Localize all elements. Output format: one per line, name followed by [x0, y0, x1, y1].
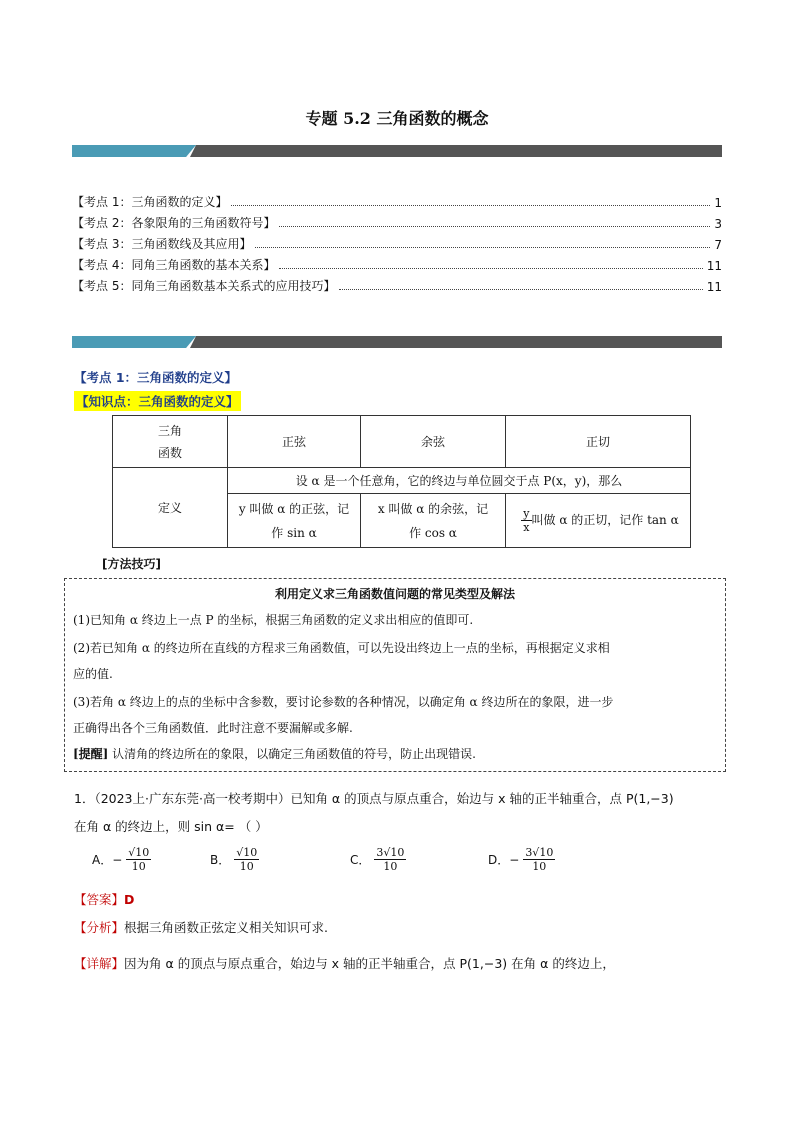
- option-a[interactable]: A． − $\frac{√10}{10}$: [92, 846, 150, 873]
- knowledge-heading: 【知识点：三角函数的定义】: [74, 391, 241, 411]
- method-item-cont: 正确得出各个三角函数值．此时注意不要漏解或多解.: [73, 721, 353, 735]
- toc-item[interactable]: [72, 211, 722, 231]
- toc-item-label: 【考点 3：三角函数线及其应用】: [72, 237, 252, 251]
- section-heading: 【考点 1：三角函数的定义】: [74, 370, 238, 385]
- method-item: (2)若已知角 α 的终边所在直线的方程求三角函数值，可以先设出终边上一点的坐标，再根据定义求相: [73, 641, 610, 655]
- table-cell: 设 α 是一个任意角，它的终边与单位圆交于点 P(x，y)，那么: [228, 468, 691, 494]
- toc-item-page: 3: [714, 217, 722, 231]
- toc-item-page: 7: [714, 238, 722, 252]
- toc-item-label: 【考点 4：同角三角函数的基本关系】: [72, 258, 276, 272]
- analysis-line: 【分析】根据三角函数正弦定义相关知识可求.: [74, 920, 328, 935]
- section-divider-bar: [72, 336, 722, 348]
- toc-item-label: 【考点 2：各象限角的三角函数符号】: [72, 216, 276, 230]
- toc-item-page: 11: [706, 259, 722, 273]
- definition-table: [112, 415, 691, 548]
- toc-item[interactable]: [72, 274, 722, 294]
- detail-line: 【详解】因为角 α 的顶点与原点重合，始边与 x 轴的正半轴重合，点 P(1,−3) 在角 α 的终边上，: [74, 956, 615, 971]
- toc-item-label: 【考点 5：同角三角函数基本关系式的应用技巧】: [72, 279, 336, 293]
- option-b[interactable]: B． $\frac{√10}{10}$: [210, 846, 258, 873]
- toc-item-page: 11: [706, 280, 722, 294]
- toc-item-label: 【考点 1：三角函数的定义】: [72, 195, 228, 209]
- method-item: (1)已知角 α 终边上一点 P 的坐标，根据三角函数的定义求出相应的值即可.: [73, 613, 474, 627]
- table-header-cell: 正切: [506, 416, 691, 468]
- answer-line: 【答案】D: [74, 892, 135, 907]
- toc-item-page: 1: [714, 196, 722, 210]
- question: 1．（2023上·广东东莞·高一校考期中）已知角 α 的顶点与原点重合，始边与 x 轴的正半轴重合，点 P(1,−3) 在角 α 的终边上，则 sin α= （ ）: [74, 791, 674, 834]
- method-label: [方法技巧]: [102, 557, 161, 571]
- toc-item[interactable]: [72, 190, 722, 210]
- toc-item[interactable]: [72, 253, 722, 273]
- table-cell: x 叫做 α 的余弦，记 作 cos α: [361, 494, 506, 548]
- method-item: (3)若角 α 终边上的点的坐标中含参数，要讨论参数的各种情况，以确定角 α 终边所在的象限，进一步: [73, 695, 614, 709]
- option-d[interactable]: D． − $\frac{3√10}{10}$: [488, 846, 554, 873]
- method-heading: 利用定义求三角函数值问题的常见类型及解法: [274, 587, 515, 601]
- method-tip: [提醒] 认清角的终边所在的象限，以确定三角函数值的符号，防止出现错误.: [73, 747, 476, 761]
- toc-item[interactable]: [72, 232, 722, 252]
- page-title: 专题 5.2 三角函数的概念: [305, 109, 489, 128]
- table-row-label: 定义: [113, 468, 228, 548]
- table-cell: $\frac{y}{x}$ 叫做 α 的正切，记作 tan α: [506, 494, 691, 548]
- table-header-cell: 余弦: [361, 416, 506, 468]
- option-c[interactable]: C． $\frac{3√10}{10}$: [350, 846, 405, 873]
- table-header-cell: 正弦: [228, 416, 361, 468]
- table-header-cell: 三角 函数: [113, 416, 228, 468]
- table-cell: y 叫做 α 的正弦，记 作 sin α: [228, 494, 361, 548]
- header-divider-bar: [72, 145, 722, 157]
- method-item-cont: 应的值.: [73, 667, 113, 681]
- method-box: [64, 578, 726, 772]
